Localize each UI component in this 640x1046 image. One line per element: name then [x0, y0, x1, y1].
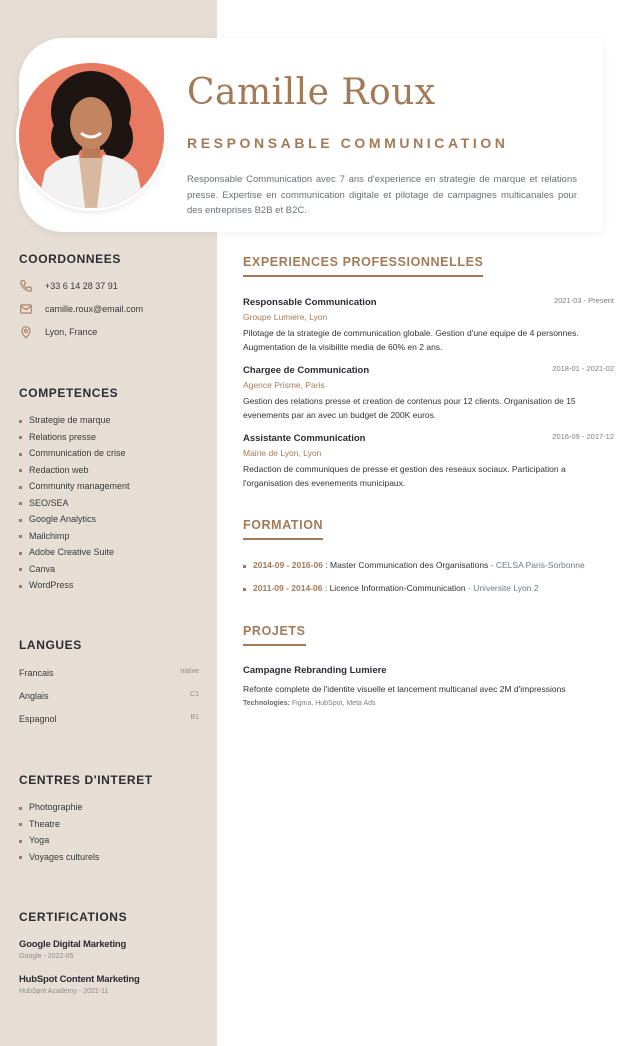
skills-heading: COMPETENCES	[19, 386, 119, 400]
education-heading: FORMATION	[243, 518, 323, 540]
language-row	[19, 714, 199, 724]
phone-number[interactable]: +33 6 14 28 37 91	[45, 281, 118, 291]
email-address[interactable]: camille.roux@email.com	[45, 304, 144, 314]
language-level: native	[180, 668, 199, 675]
skill-item: Canva	[19, 561, 130, 578]
education-degree: Master Communication des Organisations	[330, 560, 489, 570]
language-row	[19, 668, 199, 678]
job-company: Groupe Lumiere, Lyon	[243, 312, 328, 322]
education-dates: 2011-09 - 2014-06	[253, 583, 323, 593]
skill-item: Mailchimp	[19, 528, 130, 545]
job-title: Chargee de Communication	[243, 365, 370, 376]
interest-item: Photographie	[19, 799, 100, 816]
experience-heading: EXPERIENCES PROFESSIONNELLES	[243, 255, 483, 277]
phone-icon	[19, 279, 33, 293]
interest-item: Yoga	[19, 832, 100, 849]
skill-item: Strategie de marque	[19, 412, 130, 429]
job-dates: 2018-01 - 2021-02	[552, 364, 614, 373]
projects-heading: PROJETS	[243, 624, 306, 646]
job-company: Mairie de Lyon, Lyon	[243, 448, 322, 458]
interest-item: Voyages culturels	[19, 849, 100, 866]
education-item	[243, 583, 539, 593]
education-degree: Licence Information-Communication	[329, 583, 466, 593]
avatar-illustration-icon	[19, 63, 164, 208]
education-school: - CELSA Paris-Sorbonne	[488, 560, 585, 570]
education-dates: 2014-09 - 2016-06	[253, 560, 323, 570]
job-title: Responsable Communication	[243, 297, 377, 308]
job-title: Assistante Communication	[243, 433, 366, 444]
language-name: Francais	[19, 668, 54, 678]
job-description: Pilotage de la strategie de communication globale. Gestion d'une equipe de 4 personnes. Augmentation de la visibilite media de 60% en 2 ans.	[243, 328, 579, 352]
candidate-name: Camille Roux	[187, 72, 436, 113]
location-text: Lyon, France	[45, 327, 98, 337]
language-level: C1	[190, 691, 199, 698]
language-row	[19, 691, 199, 701]
job-company: Agence Prisme, Paris	[243, 380, 325, 390]
job-dates: 2016-09 - 2017-12	[552, 432, 614, 441]
contact-phone	[19, 279, 118, 293]
contact-location	[19, 325, 97, 339]
language-name: Anglais	[19, 691, 49, 701]
skill-item: Redaction web	[19, 462, 130, 479]
project-title: Campagne Rebranding Lumiere	[243, 665, 387, 676]
education-item	[243, 560, 585, 570]
skill-item: Community management	[19, 478, 130, 495]
project-technologies	[243, 700, 376, 707]
technologies-list: Figma, HubSpot, Meta Ads	[289, 700, 376, 707]
interests-list	[19, 799, 100, 865]
job-dates: 2021-03 - Present	[553, 296, 614, 305]
project-description: Refonte complete de l'identite visuelle et lancement multicanal avec 2M d'impressions	[243, 684, 566, 694]
candidate-title: RESPONSABLE COMMUNICATION	[187, 135, 509, 151]
skill-item: Google Analytics	[19, 511, 130, 528]
skill-item: Communication de crise	[19, 445, 130, 462]
profile-photo	[19, 63, 164, 208]
technologies-label: Technologies:	[243, 700, 290, 707]
profile-summary: Responsable Communication avec 7 ans d'experience en strategie de marque et relations presse. Expertise en communication digitale et pilotage de campagnes multicanales pour des entreprises B2B et B2C.	[187, 174, 577, 216]
language-name: Espagnol	[19, 714, 57, 724]
interest-item: Theatre	[19, 816, 100, 833]
contact-email	[19, 302, 143, 316]
skill-item: Adobe Creative Suite	[19, 544, 130, 561]
interests-heading: CENTRES D'INTERET	[19, 773, 153, 787]
skill-item: Relations presse	[19, 429, 130, 446]
skills-list	[19, 412, 130, 594]
job-description: Gestion des relations presse et creation de contenus pour 12 clients. Organisation de 15 evenements par an avec un budget de 200K euros.	[243, 396, 576, 420]
languages-heading: LANGUES	[19, 638, 82, 652]
certification-name: HubSpot Content Marketing	[19, 974, 140, 985]
location-pin-icon	[19, 325, 33, 339]
education-school: - Universite Lyon 2	[465, 583, 539, 593]
separator: :	[322, 560, 331, 570]
certification-meta: Google - 2022-05	[19, 953, 74, 960]
mail-icon	[19, 302, 33, 316]
certifications-heading: CERTIFICATIONS	[19, 910, 128, 924]
job-description: Redaction de communiques de presse et gestion des reseaux sociaux. Participation a l'organisation des evenements municipaux.	[243, 464, 566, 488]
skill-item: SEO/SEA	[19, 495, 130, 512]
certification-meta: HubSpot Academy - 2021-11	[19, 988, 109, 995]
certification-name: Google Digital Marketing	[19, 939, 127, 950]
separator: :	[322, 583, 330, 593]
skill-item: WordPress	[19, 577, 130, 594]
contact-heading: COORDONNEES	[19, 252, 121, 266]
language-level: B1	[190, 714, 199, 721]
